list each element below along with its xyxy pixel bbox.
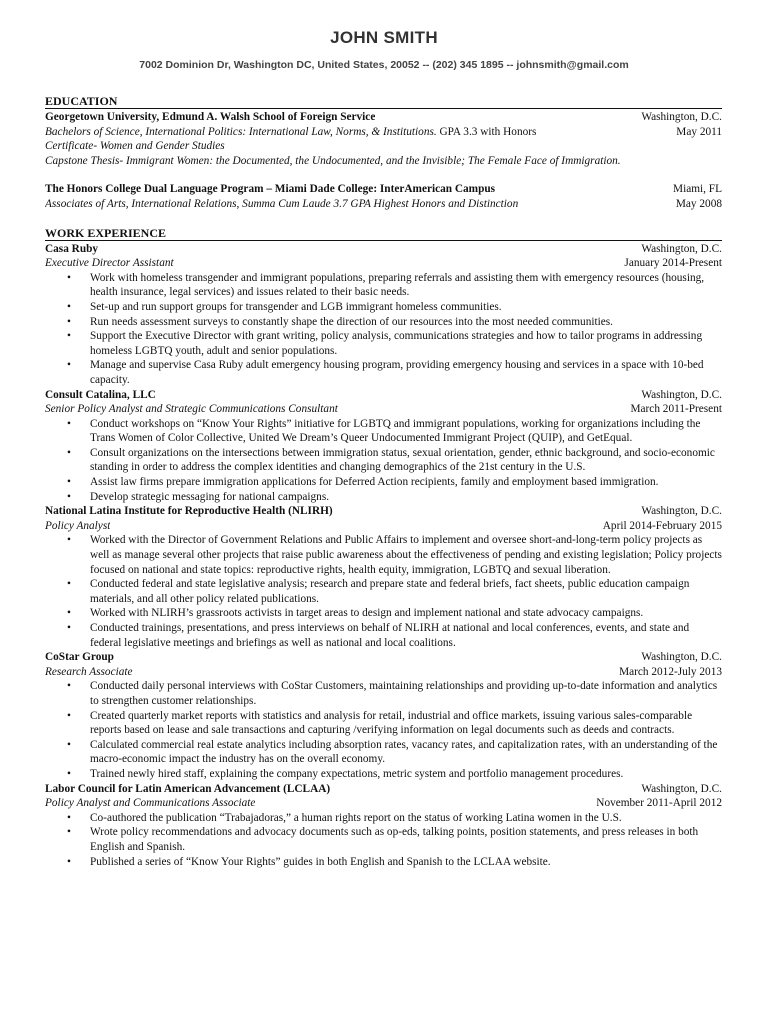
bullet-item: • Work with homeless transgender and immigrant populations, preparing referrals and assisting them with emergency resources (housing, health insurance, legal services) and issues related to their basic needs. [45, 271, 722, 300]
job-dates: November 2011-April 2012 [596, 797, 722, 810]
education-heading: EDUCATION [45, 94, 722, 109]
bullet-item: • Develop strategic messaging for national campaigns. [45, 490, 722, 505]
bullet-item: • Support the Executive Director with grant writing, policy analysis, communications strategies and how to tailor programs in addressing homeless LGBTQ youth, adult and senior populations. [45, 329, 722, 358]
degree-title: Bachelors of Science, International Politics: International Law, Norms, & Institutions. [45, 125, 437, 138]
job-bullets [45, 417, 722, 505]
degree [45, 125, 536, 140]
job-location: Washington, D.C. [641, 242, 722, 255]
job-org-row [45, 242, 722, 257]
bullet-item: • Conducted daily personal interviews with CoStar Customers, maintaining relationships and providing up-to-date information and analytics to strengthen customer relationships. [45, 679, 722, 708]
job-title: Executive Director Assistant [45, 257, 174, 270]
job-dates: April 2014-February 2015 [602, 519, 722, 532]
job-title-row [45, 402, 722, 417]
bullet-item: • Set-up and run support groups for transgender and LGB immigrant homeless communities. [45, 300, 722, 315]
job-bullets [45, 679, 722, 781]
job-org-row [45, 388, 722, 403]
bullet-item: • Conducted trainings, presentations, and press interviews on behalf of NLIRH at national and local conferences, events, and state and federal legislative meetings and briefings as well as national and local coalitions. [45, 621, 722, 650]
bullet-item: • Assist law firms prepare immigration applications for Deferred Action recipients, family and employment based immigration. [45, 475, 722, 490]
job-location: Washington, D.C. [641, 505, 722, 518]
resume-body [45, 94, 722, 869]
contact-line: 7002 Dominion Dr, Washington DC, United States, 20052 -- (202) 345 1895 -- johnsmith@gmail.com [139, 59, 629, 71]
job-bullets [45, 811, 722, 869]
job-bullets [45, 533, 722, 650]
job-org-row [45, 504, 722, 519]
job-title-row [45, 796, 722, 811]
bullet-item: • Manage and supervise Casa Ruby adult emergency housing program, providing emergency housing and services in a space with 10-bed capacity. [45, 358, 722, 387]
job-org: National Latina Institute for Reproductive Health (NLIRH) [45, 505, 333, 518]
school-location: Washington, D.C. [641, 111, 722, 123]
job-title: Policy Analyst and Communications Associate [45, 797, 256, 810]
bullet-item: • Worked with the Director of Government Relations and Public Affairs to implement and oversee short-and-long-term policy projects as well as manage several other projects that raise public awareness about the effectiveness of pending and existing legislation; Policy projects focused on national and state topics: reproductive rights, health equity, immigration, LGBTQ and sexual liberation. [45, 533, 722, 577]
work-heading: WORK EXPERIENCE [45, 226, 722, 241]
job-title-row [45, 519, 722, 534]
job-title: Policy Analyst [45, 519, 111, 532]
bullet-item: • Trained newly hired staff, explaining the company expectations, metric system and portfolio management procedures. [45, 767, 722, 782]
school-name: Georgetown University, Edmund A. Walsh School of Foreign Service [45, 111, 376, 123]
job-org-row [45, 782, 722, 797]
job-org: Consult Catalina, LLC [45, 388, 156, 401]
job-location: Washington, D.C. [641, 651, 722, 664]
resume-name: JOHN SMITH [330, 28, 438, 47]
job-org: Labor Council for Latin American Advancement (LCLAA) [45, 782, 331, 795]
job-title-row [45, 665, 722, 680]
job-dates: March 2011-Present [630, 403, 722, 416]
bullet-item: • Worked with NLIRH’s grassroots activists in target areas to design and implement national and state advocacy campaigns. [45, 606, 722, 621]
bullet-item: • Conducted federal and state legislative analysis; research and prepare state and federal briefs, fact sheets, public education campaign materials, and all other policy related publications. [45, 577, 722, 606]
job-dates: March 2012-July 2013 [619, 665, 722, 678]
bullet-item: • Published a series of “Know Your Rights” guides in both English and Spanish to the LCLAA website. [45, 855, 722, 870]
degree-date: May 2011 [676, 125, 722, 138]
school-location: Miami, FL [673, 183, 722, 196]
job-location: Washington, D.C. [641, 388, 722, 401]
job-org: CoStar Group [45, 651, 114, 664]
bullet-item: • Co-authored the publication “Trabajadoras,” a human rights report on the status of working Latina women in the U.S. [45, 811, 722, 826]
job-bullets [45, 271, 722, 388]
bullet-item: • Run needs assessment surveys to constantly shape the direction of our resources into the most needed communities. [45, 315, 722, 330]
bullet-item: • Wrote policy recommendations and advocacy documents such as op-eds, talking points, position statements, and press releases in both English and Spanish. [45, 825, 722, 854]
job-org: Casa Ruby [45, 242, 99, 255]
job-org-row [45, 650, 722, 665]
bullet-item: • Conduct workshops on “Know Your Rights” initiative for LGBTQ and immigrant populations, working for organizations including the Trans Women of Color Collective, United We Dream’s Queer Undocumented Immigrant Project (QUIP), and GetEqual. [45, 417, 722, 446]
degree-date: May 2008 [675, 197, 722, 210]
bullet-item: • Created quarterly market reports with statistics and analysis for retail, industrial and office markets, issuing various sales-comparable reports based on lease and sale transactions and capturing /verifying information on legal documents such as deeds and contracts. [45, 709, 722, 738]
job-title: Research Associate [45, 665, 133, 678]
thesis: Capstone Thesis- Immigrant Women: the Documented, the Undocumented, and the Invisible; The Female Face of Immigration. [45, 154, 621, 167]
certificate: Certificate- Women and Gender Studies [45, 140, 225, 153]
job-location: Washington, D.C. [641, 782, 722, 795]
degree-gpa: GPA 3.3 with Honors [436, 125, 537, 138]
degree-title: Associates of Arts, International Relations, Summa Cum Laude 3.7 GPA Highest Honors and Distinction [45, 197, 519, 210]
school-name: The Honors College Dual Language Program – Miami Dade College: InterAmerican Campus [45, 183, 496, 196]
job-title-row [45, 256, 722, 271]
school-row [45, 110, 722, 125]
job-dates: January 2014-Present [624, 257, 722, 270]
degree-row [45, 125, 722, 140]
job-title: Senior Policy Analyst and Strategic Communications Consultant [45, 403, 338, 416]
degree-row [45, 197, 722, 212]
bullet-item: • Consult organizations on the intersections between immigration status, sexual orientation, gender, ethnic background, and socio-economic standing in order to address the complex identities and changing demographics of the 21st century in the U.S. [45, 446, 722, 475]
school-row [45, 182, 722, 197]
bullet-item: • Calculated commercial real estate analytics including absorption rates, vacancy rates, and capitalization rates, with an understanding of the macro-economic impact the industry has on the overall economy. [45, 738, 722, 767]
